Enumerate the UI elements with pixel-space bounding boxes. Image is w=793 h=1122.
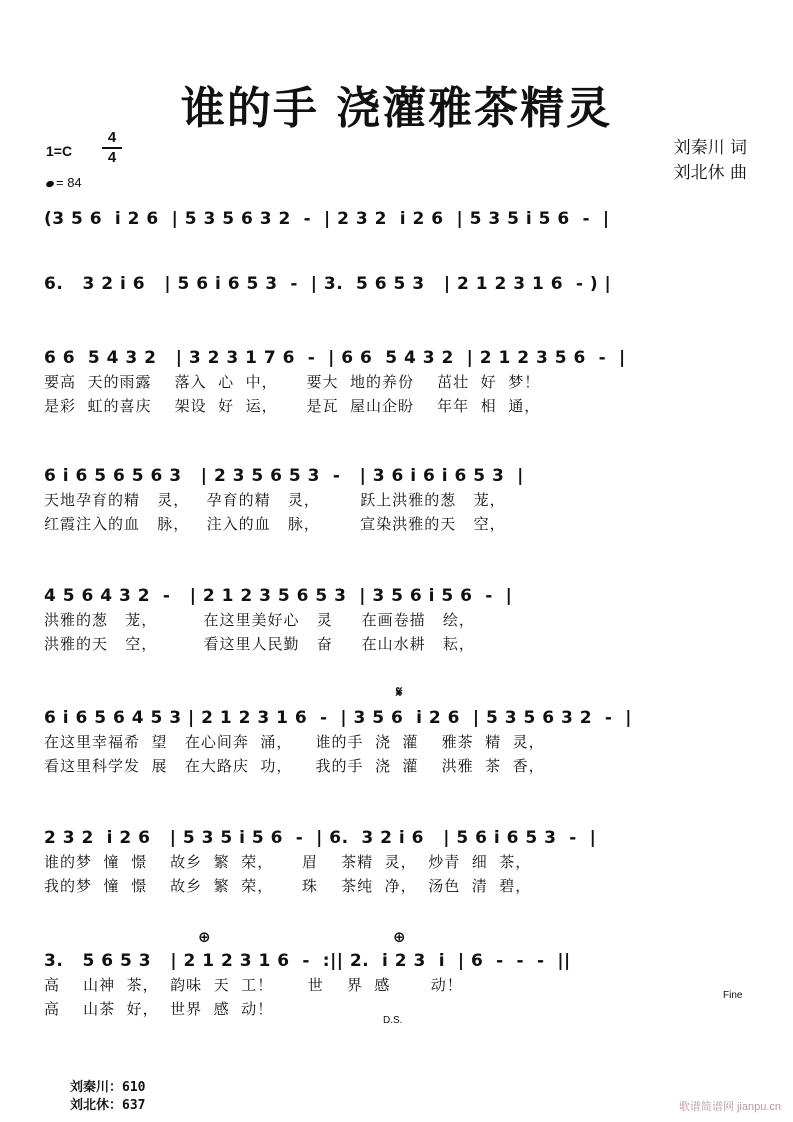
lyric-line-2: 红霞注入的血 脉， 注入的血 脉， 宣染洪雅的天 空， (44, 515, 506, 533)
system-notes: 6 6 5 4 3 2 | 3 2 3 1 7 6 - | 6 6 5 4 3 2 | 2 1 2 3 5 6 - | (44, 348, 626, 368)
coda-icon: ⊕ (393, 929, 406, 946)
lyric-line-2: 洪雅的天 空， 看这里人民勤 奋 在山水耕 耘， (44, 635, 475, 653)
time-signature-bottom: 4 (107, 149, 117, 166)
lyric-line-2: 我的梦 憧 憬 故乡 繁 荣， 珠 茶纯 净， 汤色 清 碧， (44, 877, 532, 895)
lyricist-credit: 刘秦川 词 (673, 138, 747, 158)
watermark: 歌谱简谱网 jianpu.cn (678, 1101, 781, 1113)
score-system-2 (44, 272, 752, 296)
time-signature-top: 4 (107, 129, 117, 146)
segno-icon: 𝄋 (396, 684, 403, 701)
system-notes: 6 i 6 5 6 4 5 3 | 2 1 2 3 1 6 - | 3 5 6 i 2 6 | 5 3 5 6 3 2 - | (44, 708, 632, 728)
system-notes: 4 5 6 4 3 2 - | 2 1 2 3 5 6 5 3 | 3 5 6 i 5 6 - | (44, 586, 513, 606)
lyric-line-1: 要高 天的雨露 落入 心 中， 要大 地的养份 茁壮 好 梦！ (44, 373, 541, 391)
lyric-line-2: 是彩 虹的喜庆 架设 好 运， 是瓦 屋山企盼 年年 相 通， (44, 397, 541, 415)
score-system-8 (44, 949, 752, 1021)
lyric-line-1: 天地孕育的精 灵， 孕育的精 灵， 跃上洪雅的葱 茏， (44, 491, 506, 509)
score-system-7 (44, 826, 752, 898)
tempo-marking (46, 175, 82, 190)
key-signature: 1=C (46, 143, 73, 159)
footer-line-2: 刘北休：637 (70, 1098, 146, 1113)
lyric-line-2: 高 山茶 好， 世界 感 动！ (44, 1000, 274, 1018)
coda-icon: ⊕ (198, 929, 211, 946)
lyric-line-1: 谁的梦 憧 憬 故乡 繁 荣， 眉 茶精 灵， 炒青 细 茶， (44, 853, 532, 871)
score-system-6 (44, 706, 752, 778)
system-notes: 6. 3 2 i 6 | 5 6 i 6 5 3 - | 3. 5 6 5 3 | 2 1 2 3 1 6 - ) | (44, 274, 612, 294)
score-system-1 (44, 207, 752, 231)
score-system-5 (44, 584, 752, 656)
time-signature (102, 130, 122, 166)
page-title: 谁的手 浇灌雅茶精灵 (180, 83, 613, 134)
system-notes: 2 3 2 i 2 6 | 5 3 5 i 5 6 - | 6. 3 2 i 6 | 5 6 i 6 5 3 - | (44, 828, 597, 848)
score-system-3 (44, 346, 752, 418)
quarter-note-icon (45, 180, 55, 188)
lyric-line-1: 在这里幸福希 望 在心间奔 涌， 谁的手 浇 灌 雅茶 精 灵， (44, 733, 545, 751)
lyric-line-1: 高 山神 茶， 韵味 天 工！ 世 界 感 动！ (44, 976, 463, 994)
score-system-4 (44, 464, 752, 536)
fine-marking: Fine (723, 990, 743, 1001)
lyric-line-1: 洪雅的葱 茏， 在这里美好心 灵 在画卷描 绘， (44, 611, 475, 629)
footer-line-1: 刘秦川：610 (70, 1080, 146, 1095)
composer-credit: 刘北休 曲 (673, 163, 747, 183)
system-notes: 3. 5 6 5 3 | 2 1 2 3 1 6 - :|| 2. i 2 3 i | 6 - - - || (44, 951, 571, 971)
system-notes: 6 i 6 5 6 5 6 3 | 2 3 5 6 5 3 - | 3 6 i 6 i 6 5 3 | (44, 466, 524, 486)
tempo-value: = 84 (56, 175, 82, 190)
ds-marking: D.S. (383, 1015, 403, 1026)
system-notes: (3 5 6 i 2 6 | 5 3 5 6 3 2 - | 2 3 2 i 2 6 | 5 3 5 i 5 6 - | (44, 209, 610, 229)
lyric-line-2: 看这里科学发 展 在大路庆 功， 我的手 浇 灌 洪雅 茶 香， (44, 757, 545, 775)
